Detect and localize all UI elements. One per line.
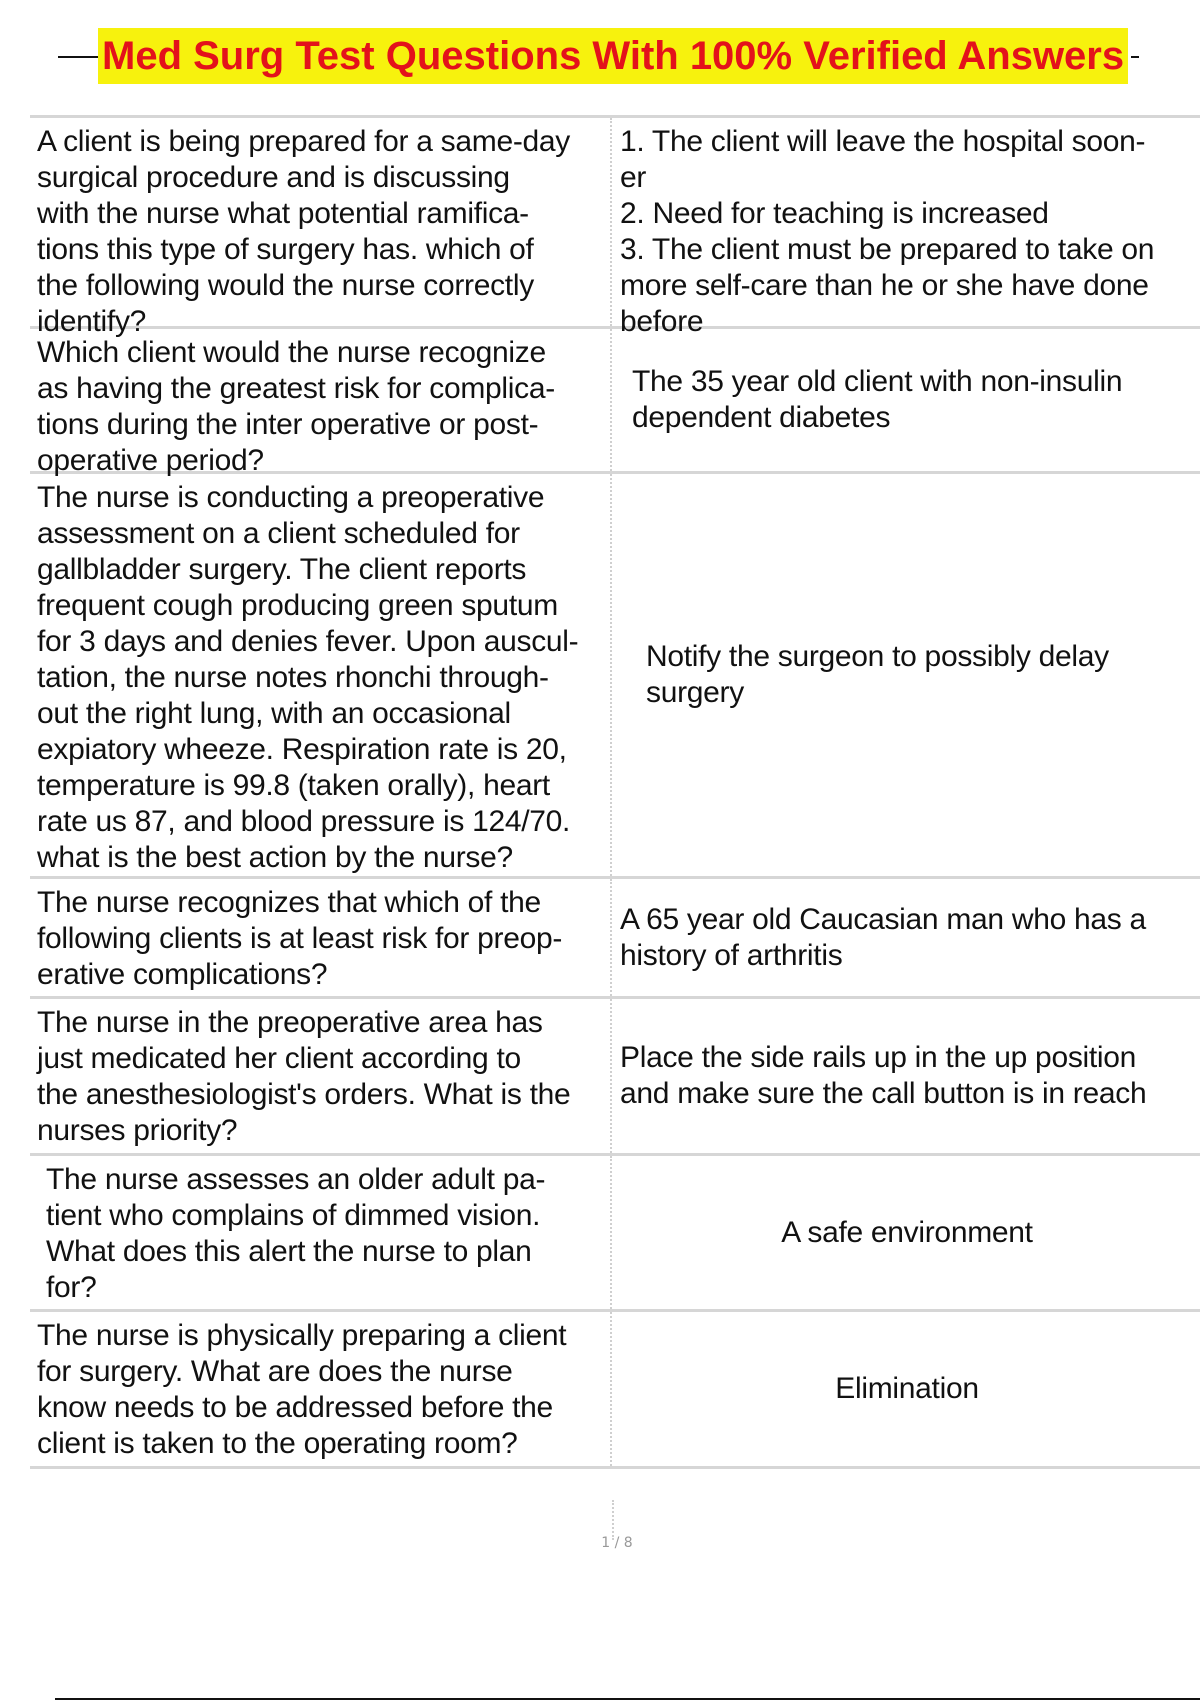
question-line: Which client would the nurse recognize [37, 336, 546, 369]
answer-line: dependent diabetes [632, 401, 891, 434]
answer-line: Notify the surgeon to possibly delay [646, 640, 1109, 673]
answer-line: more self-care than he or she have done [620, 269, 1149, 302]
answer-line: A safe environment [781, 1215, 1033, 1249]
answer-line: Place the side rails up in the up position [620, 1041, 1137, 1074]
qa-row [30, 115, 1200, 338]
question-line: frequent cough producing green sputum [37, 589, 558, 622]
title-left-dash [58, 56, 98, 58]
answer-line: before [620, 305, 704, 338]
question-line: A client is being prepared for a same-day [37, 125, 571, 158]
answer-cell [612, 1312, 1200, 1466]
column-divider-tail [612, 1500, 614, 1540]
question-line: know needs to be addressed before the [37, 1391, 553, 1424]
question-line: just medicated her client according to [37, 1042, 521, 1075]
question-cell [30, 1156, 612, 1309]
question-line: with the nurse what potential ramifica- [37, 197, 529, 230]
qa-row [30, 1153, 1200, 1309]
question-line: assessment on a client scheduled for [37, 517, 520, 550]
answer-cell [612, 1156, 1200, 1309]
question-cell [30, 999, 612, 1153]
qa-row [30, 326, 1200, 477]
question-line: the anesthesiologist's orders. What is the [37, 1078, 571, 1111]
answer-cell [612, 879, 1200, 996]
answer-line: surgery [646, 676, 744, 709]
answer-line: 2. Need for teaching is increased [620, 197, 1049, 230]
answer-line: 3. The client must be prepared to take on [620, 233, 1155, 266]
question-line: following clients is at least risk for preop- [37, 922, 563, 955]
question-line: operative period? [37, 444, 264, 477]
question-line: The nurse is physically preparing a client [37, 1319, 567, 1352]
qa-row [30, 1309, 1200, 1469]
answer-cell [612, 999, 1200, 1153]
question-line: The nurse is conducting a preoperative [37, 481, 545, 514]
answer-line: history of arthritis [620, 938, 843, 972]
answer-line: The 35 year old client with non-insulin [632, 365, 1123, 398]
title-right-dash [1131, 56, 1139, 58]
question-cell [30, 1312, 612, 1466]
question-line: rate us 87, and blood pressure is 124/70. [37, 805, 571, 838]
answer-cell [612, 329, 1200, 471]
question-line: tation, the nurse notes rhonchi through- [37, 661, 549, 694]
question-line: for? [46, 1271, 97, 1304]
answer-cell [612, 474, 1200, 876]
question-line: What does this alert the nurse to plan [46, 1235, 532, 1268]
question-line: temperature is 99.8 (taken orally), heart [37, 769, 550, 802]
answer-line: 1. The client will leave the hospital soon- [620, 125, 1146, 158]
question-line: The nurse assesses an older adult pa- [46, 1163, 546, 1196]
question-line: out the right lung, with an occasional [37, 697, 511, 730]
qa-table [30, 115, 1200, 1469]
question-line: The nurse in the preoperative area has [37, 1006, 543, 1039]
question-line: identify? [37, 305, 147, 338]
answer-line: Elimination [835, 1372, 979, 1405]
question-line: as having the greatest risk for complica- [37, 372, 555, 405]
qa-row [30, 876, 1200, 996]
answer-cell [612, 118, 1200, 338]
answer-line: and make sure the call button is in reach [620, 1077, 1147, 1110]
question-line: surgical procedure and is discussing [37, 161, 510, 194]
question-cell [30, 329, 612, 477]
question-line: expiatory wheeze. Respiration rate is 20, [37, 733, 567, 766]
question-line: gallbladder surgery. The client reports [37, 553, 527, 586]
question-line: erative complications? [37, 958, 328, 991]
question-cell [30, 118, 612, 338]
question-line: the following would the nurse correctly [37, 269, 534, 302]
question-line: nurses priority? [37, 1114, 238, 1147]
question-line: tions during the inter operative or post- [37, 408, 539, 441]
qa-row [30, 471, 1200, 876]
document-title: Med Surg Test Questions With 100% Verified Answers [98, 28, 1128, 84]
question-cell [30, 474, 612, 876]
question-line: what is the best action by the nurse? [37, 841, 513, 874]
question-line: tient who complains of dimmed vision. [46, 1199, 541, 1232]
page-indicator: 1 / 8 [601, 1535, 633, 1551]
question-line: client is taken to the operating room? [37, 1427, 518, 1460]
answer-line: er [620, 161, 647, 194]
qa-row [30, 996, 1200, 1153]
question-line: The nurse recognizes that which of the [37, 886, 541, 919]
title-row [58, 28, 1138, 84]
question-line: for surgery. What are does the nurse [37, 1355, 513, 1388]
answer-line: A 65 year old Caucasian man who has a [620, 902, 1146, 936]
question-cell [30, 879, 612, 996]
question-line: tions this type of surgery has. which of [37, 233, 534, 266]
question-line: for 3 days and denies fever. Upon auscul- [37, 625, 579, 658]
